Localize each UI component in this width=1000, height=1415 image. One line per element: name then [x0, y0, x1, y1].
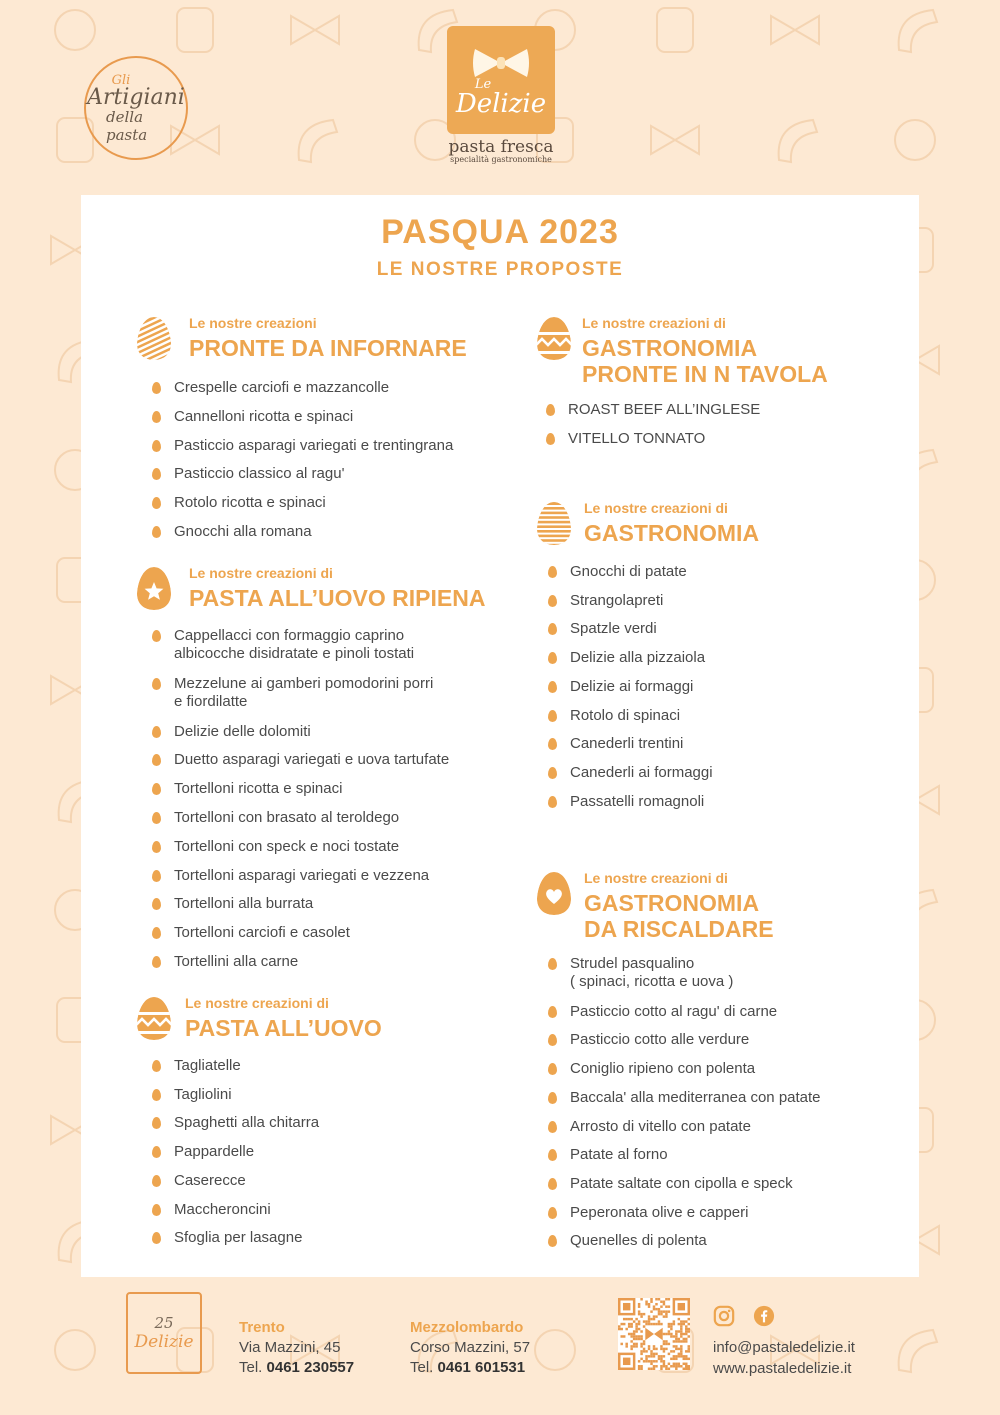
instagram-icon[interactable]	[713, 1305, 735, 1327]
section-heading: GASTRONOMIA	[582, 335, 758, 361]
menu-item: Rotolo di spinaci	[548, 707, 680, 725]
anniversary-number: 25	[154, 1314, 174, 1332]
city-trento: Trento	[239, 1319, 285, 1336]
section-intro: Le nostre creazioni di	[189, 565, 333, 581]
logo-text-1: Gli	[111, 72, 131, 88]
menu-item: Canederli ai formaggi	[548, 764, 713, 782]
menu-item: Passatelli romagnoli	[548, 793, 704, 811]
brand-delizie: Delizie	[455, 88, 547, 119]
menu-item: Tagliolini	[152, 1086, 232, 1104]
address-mezzolombardo	[410, 1318, 530, 1378]
menu-item-line: Delizie delle dolomiti	[174, 722, 311, 740]
tagline-pasta-fresca: pasta fresca	[448, 137, 554, 157]
easter-egg-lines-icon	[536, 500, 572, 546]
artigiani-pasta-logo	[84, 56, 188, 160]
street-mezzolombardo: Corso Mazzini, 57	[410, 1339, 531, 1356]
menu-item-line: Baccala' alla mediterranea con patate	[570, 1088, 821, 1106]
anniversary-name: Delizie	[134, 1332, 194, 1352]
menu-item: Sfoglia per lasagne	[152, 1229, 302, 1247]
menu-item-line: Tortelloni con brasato al teroldego	[174, 809, 400, 826]
contact-block	[713, 1337, 855, 1379]
menu-item: Gnocchi alla romana	[152, 523, 312, 541]
menu-item: Caserecce	[152, 1172, 246, 1190]
menu-card	[81, 195, 919, 1277]
easter-egg-heart-icon	[536, 870, 572, 916]
le-delizie-logo	[447, 26, 555, 134]
menu-item	[152, 867, 429, 885]
menu-item	[152, 627, 414, 663]
section-intro: Le nostre creazioni di	[582, 315, 726, 331]
menu-item	[548, 1089, 821, 1107]
menu-item-line: Quenelles di polenta	[570, 1232, 707, 1250]
menu-item: Tagliatelle	[152, 1057, 241, 1075]
menu-item-line: Tortelloni ricotta e spinaci	[174, 780, 343, 798]
section-heading: GASTRONOMIA	[584, 520, 760, 546]
tel-number-mezzolombardo[interactable]: 0461 601531	[437, 1359, 526, 1376]
menu-item: Gnocchi di patate	[548, 563, 687, 581]
menu-item	[548, 1175, 793, 1193]
brand-tagline	[447, 137, 555, 164]
section-heading: PRONTE IN N TAVOLA	[582, 361, 828, 387]
qr-code-icon[interactable]	[618, 1298, 690, 1370]
section-intro: Le nostre creazioni	[189, 315, 317, 331]
menu-item-line: Peperonata olive e capperi	[570, 1203, 749, 1221]
menu-item-line: Tortelloni alla burrata	[174, 895, 314, 913]
menu-item	[548, 1003, 777, 1021]
menu-item: Spaghetti alla chitarra	[152, 1114, 319, 1132]
menu-item: Crespelle carciofi e mazzancolle	[152, 379, 389, 397]
address-trento	[239, 1318, 354, 1378]
menu-item-line: Cappellacci con formaggio caprino	[174, 627, 405, 644]
menu-item	[548, 955, 733, 991]
menu-item-line: Duetto asparagi variegati e uova tartufate	[174, 751, 450, 769]
menu-item-line: Mezzelune ai gamberi pomodorini porri	[174, 674, 434, 692]
street-trento: Via Mazzini, 45	[239, 1339, 341, 1356]
menu-item	[152, 723, 311, 741]
farfalle-bow-icon	[471, 45, 531, 81]
section-heading: PASTA ALL’UOVO	[185, 1015, 382, 1041]
tel-mezzolombardo	[410, 1358, 530, 1378]
menu-item: Cannelloni ricotta e spinaci	[152, 408, 353, 426]
section-intro: Le nostre creazioni di	[584, 870, 728, 886]
easter-egg-star-icon	[136, 565, 172, 611]
menu-item	[152, 838, 399, 856]
menu-item: Delizie ai formaggi	[548, 678, 693, 696]
menu-item-line: Pasticcio cotto alle verdure	[570, 1031, 750, 1049]
menu-item: ROAST BEEF ALL’INGLESE	[546, 401, 760, 419]
menu-item-line: albicocche disidratate e pinoli tostati	[174, 645, 415, 662]
menu-item-line: Pasticcio cotto al ragu' di carne	[570, 1002, 778, 1020]
easter-egg-stripes-icon	[136, 315, 172, 361]
menu-item	[152, 924, 350, 942]
menu-item: Maccheroncini	[152, 1201, 271, 1219]
menu-item	[152, 751, 449, 769]
menu-item	[548, 1204, 748, 1222]
website-link[interactable]: www.pastaledelizie.it	[713, 1360, 852, 1377]
anniversary-logo	[126, 1292, 202, 1374]
menu-item: Canederli trentini	[548, 735, 683, 753]
menu-item: Pappardelle	[152, 1143, 254, 1161]
menu-item	[548, 1031, 749, 1049]
city-mezzolombardo: Mezzolombardo	[410, 1319, 524, 1336]
section-intro: Le nostre creazioni di	[185, 995, 329, 1011]
facebook-icon[interactable]	[753, 1305, 775, 1327]
menu-item-line: Tortelloni asparagi variegati e vezzena	[174, 866, 430, 884]
section-heading: PRONTE DA INFORNARE	[189, 335, 467, 361]
menu-item: Pasticcio asparagi variegati e trentingrana	[152, 437, 453, 455]
tagline-specialita: specialità gastronomiche	[450, 155, 552, 164]
easter-egg-zigzag-icon	[136, 995, 172, 1041]
menu-item	[152, 953, 298, 971]
menu-item-line: Strudel pasqualino	[570, 955, 695, 972]
menu-item-line: Coniglio ripieno con polenta	[570, 1060, 756, 1078]
menu-item: Spatzle verdi	[548, 620, 657, 638]
menu-item: Rotolo ricotta e spinaci	[152, 494, 326, 512]
section-intro: Le nostre creazioni di	[584, 500, 728, 516]
menu-item-line: Tortelloni con speck e noci tostate	[174, 837, 400, 855]
tel-label: Tel.	[410, 1359, 434, 1376]
section-heading: GASTRONOMIA	[584, 890, 760, 916]
menu-item: Pasticcio classico al ragu'	[152, 465, 344, 483]
menu-item	[152, 809, 399, 827]
logo-text-3: della pasta	[106, 107, 148, 144]
menu-item	[152, 780, 342, 798]
menu-item	[548, 1232, 707, 1250]
tel-label: Tel.	[239, 1359, 263, 1376]
menu-item	[152, 895, 313, 913]
menu-item-line: ( spinaci, ricotta e uova )	[570, 973, 734, 990]
menu-item	[548, 1146, 668, 1164]
tel-trento	[239, 1358, 354, 1378]
menu-item-line: Patate saltate con cipolla e speck	[570, 1174, 793, 1192]
menu-item-line: Tortelloni carciofi e casolet	[174, 924, 350, 942]
page-title: PASQUA 2023	[381, 213, 619, 251]
menu-item-line: Arrosto di vitello con patate	[570, 1117, 751, 1135]
menu-item	[152, 675, 433, 711]
section-heading: DA RISCALDARE	[584, 916, 774, 942]
logo-text-2: Artigiani	[87, 84, 185, 110]
tel-number-trento[interactable]: 0461 230557	[266, 1359, 355, 1376]
easter-egg-zigzag-icon	[536, 315, 572, 361]
menu-item: Delizie alla pizzaiola	[548, 649, 705, 667]
menu-item: VITELLO TONNATO	[546, 430, 705, 448]
menu-item-line: e fiordilatte	[174, 692, 248, 710]
menu-item: Strangolapreti	[548, 592, 663, 610]
menu-item-line: Tortellini alla carne	[174, 953, 299, 970]
section-heading: PASTA ALL’UOVO RIPIENA	[189, 585, 486, 611]
menu-item	[548, 1060, 755, 1078]
page-subtitle: LE NOSTRE PROPOSTE	[376, 259, 624, 280]
menu-item	[548, 1118, 751, 1136]
brand-le: Le	[474, 76, 492, 92]
menu-item-line: Patate al forno	[570, 1146, 668, 1164]
email-link[interactable]: info@pastaledelizie.it	[713, 1339, 855, 1356]
